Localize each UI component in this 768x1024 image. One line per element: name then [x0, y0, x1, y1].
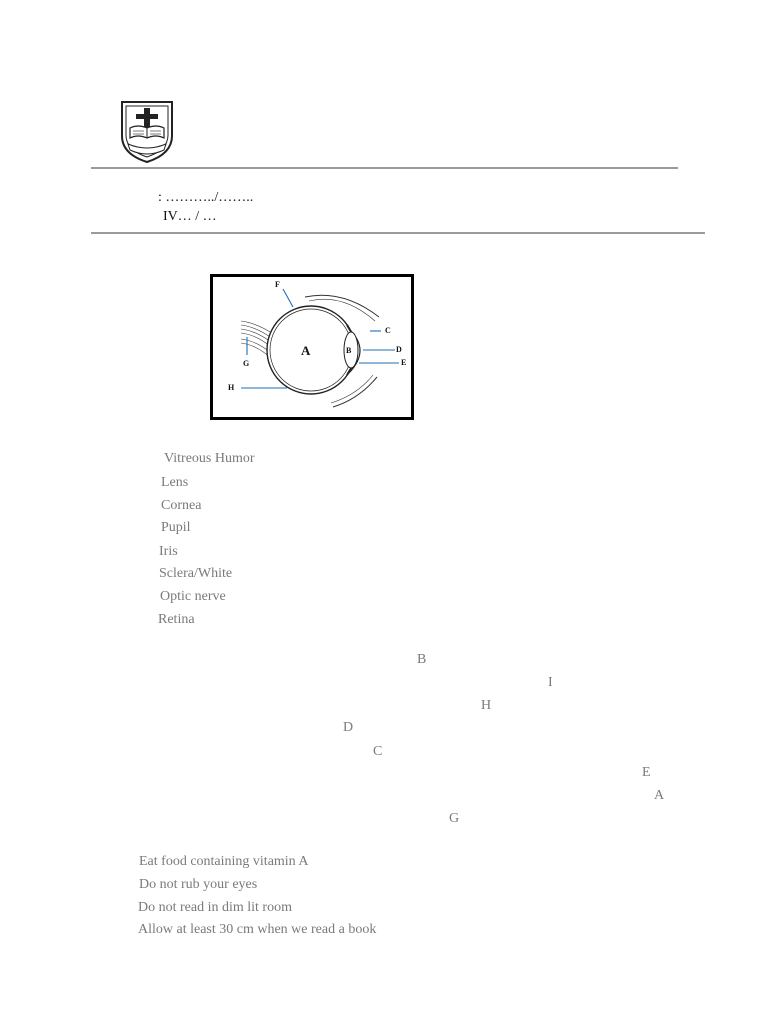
label-h: H [228, 383, 235, 392]
eye-diagram [210, 274, 414, 420]
label-e: E [401, 358, 407, 367]
label-c: C [385, 326, 391, 335]
school-crest-logo [118, 98, 176, 164]
tip-item: Do not rub your eyes [139, 877, 258, 892]
answer-letter: H [481, 698, 492, 713]
part-item: Sclera/White [159, 566, 233, 581]
header-top-divider [91, 167, 678, 169]
part-item: Retina [158, 612, 195, 627]
part-item: Iris [159, 544, 178, 559]
label-f: F [275, 280, 280, 289]
part-item: Cornea [161, 498, 202, 513]
label-a: A [301, 343, 311, 358]
part-item: Pupil [161, 520, 191, 535]
answer-letter: C [373, 744, 383, 759]
class-line: IV… / … [163, 209, 217, 224]
eyeball-outline [267, 306, 355, 394]
answer-letter: I [548, 675, 553, 690]
answer-letter: D [343, 720, 354, 735]
part-item: Optic nerve [160, 589, 226, 604]
part-item: Lens [161, 475, 189, 490]
date-line: : ………../…….. [158, 190, 254, 205]
answer-letter: E [642, 765, 651, 780]
tip-item: Do not read in dim lit room [138, 900, 292, 915]
tip-item: Allow at least 30 cm when we read a book [138, 922, 377, 937]
answer-letter: A [654, 788, 665, 803]
eye-diagram-svg [213, 277, 411, 417]
tip-item: Eat food containing vitamin A [139, 854, 309, 869]
label-d: D [396, 345, 402, 354]
label-g: G [243, 359, 250, 368]
answer-letter: G [449, 811, 460, 826]
answer-letter: B [417, 652, 427, 667]
header-bottom-divider [91, 232, 705, 234]
label-b: B [346, 346, 352, 355]
part-item: Vitreous Humor [164, 451, 255, 466]
